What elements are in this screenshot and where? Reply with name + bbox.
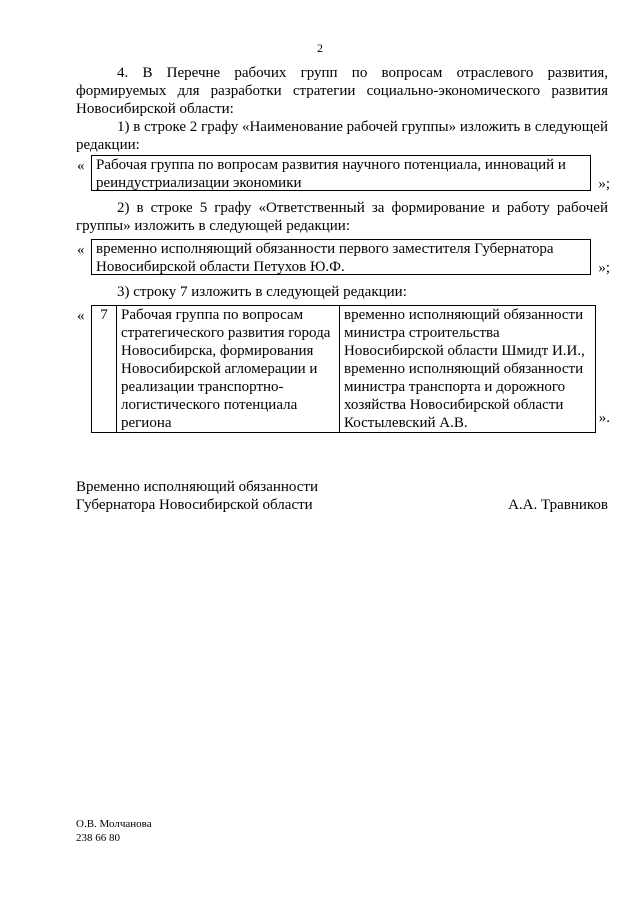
sub1-quote-close: »;: [598, 176, 610, 192]
row-number-cell: 7: [92, 306, 117, 433]
replacement-table: [91, 305, 596, 433]
sub3-intro: 3) строку 7 изложить в следующей редакции:: [117, 284, 407, 300]
item-4-text: 4. В Перечне рабочих групп по вопросам отраслевого развития, формируемых для разработки стратегии социально-экономического развития Новосибирской области:: [76, 65, 608, 117]
signature-position: [76, 478, 318, 514]
sub2-replacement-box: временно исполняющий обязанности первого заместителя Губернатора Новосибирской области Петухов Ю.Ф.: [91, 239, 591, 275]
table-row: [92, 306, 596, 433]
group-name-cell: Рабочая группа по вопросам стратегического развития города Новосибирска, формирования Новосибирской агломерации и реализации транспортно-логистического потенциала региона: [117, 306, 340, 433]
page-number: 2: [317, 41, 323, 55]
sub1-quote-open: «: [77, 158, 85, 174]
footer-phone: 238 66 80: [76, 832, 120, 844]
footer-author: О.В. Молчанова: [76, 818, 152, 830]
sub2-intro: 2) в строке 5 графу «Ответственный за формирование и работу рабочей группы» изложить в следующей редакции:: [76, 200, 608, 234]
sub1-replacement-box: Рабочая группа по вопросам развития научного потенциала, инноваций и реиндустриализации экономики: [91, 155, 591, 191]
signature-name: А.А. Травников: [508, 497, 608, 513]
sub1-intro: 1) в строке 2 графу «Наименование рабочей группы» изложить в следующей редакции:: [76, 119, 608, 153]
sub2-quote-close: »;: [598, 260, 610, 276]
footer: [76, 817, 152, 845]
sub2-quote-open: «: [77, 242, 85, 258]
sub3-quote-open: «: [77, 308, 85, 324]
responsible-cell: временно исполняющий обязанности министра строительства Новосибирской области Шмидт И.И., временно исполняющий обязанности министра транспорта и дорожного хозяйства Новосибирской области Костылевский А.В.: [340, 306, 596, 433]
sub3-quote-close: ».: [598, 410, 610, 426]
signature-position-line2: Губернатора Новосибирской области: [76, 497, 313, 513]
signature-position-line1: Временно исполняющий обязанности: [76, 479, 319, 495]
